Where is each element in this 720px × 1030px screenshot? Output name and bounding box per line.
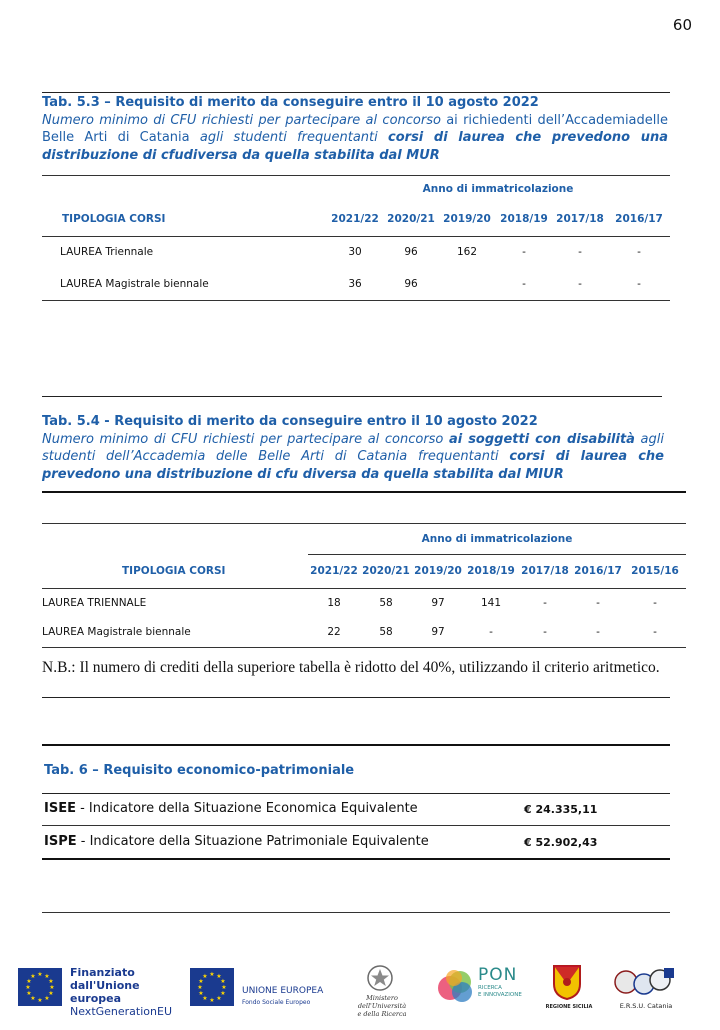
tab53-group-header: Anno di immatricolazione (422, 183, 574, 195)
svg-text:★: ★ (198, 990, 204, 997)
cell-value: 18 (327, 596, 341, 609)
tab6-bottom-rule (42, 858, 670, 860)
ersu-seals-icon (612, 964, 676, 998)
ispe-value: € 52.902,43 (524, 836, 598, 849)
tab54-year-header: 2020/21 (362, 565, 410, 577)
mur-text (344, 994, 420, 1018)
isee-abbr: ISEE (44, 801, 76, 816)
tab53-year-header: 2019/20 (443, 212, 491, 225)
tab53-col-tipologia: TIPOLOGIA CORSI (62, 212, 166, 225)
cell-value: 141 (480, 596, 502, 609)
tab54-desc-part4: corsi di laurea che prevedono una distribuzione di cfu diversa da quella stabilita dal MIUR (42, 449, 664, 482)
pon-circles-icon (436, 966, 476, 1006)
cell-value: 58 (379, 596, 393, 609)
svg-text:★: ★ (221, 984, 227, 991)
cell-value: 97 (431, 625, 445, 638)
mur-line1: Ministero dell'Università (357, 994, 407, 1010)
svg-text:★: ★ (216, 995, 222, 1002)
pon-logo (436, 960, 526, 1016)
tab54-year-header: 2018/19 (467, 565, 515, 577)
cell-value: - (543, 625, 547, 638)
svg-text:★: ★ (37, 971, 43, 978)
tab54-description (42, 431, 664, 484)
pon-sub1: RICERCA (478, 985, 502, 991)
svg-text:★: ★ (44, 995, 50, 1002)
table-row (42, 588, 686, 617)
cell-value: - (578, 277, 582, 290)
svg-text:★: ★ (26, 978, 32, 985)
tab54-top-rule (42, 396, 662, 397)
fse-logo (190, 960, 330, 1016)
svg-text:★: ★ (30, 995, 36, 1002)
svg-text:★: ★ (44, 973, 50, 980)
tab53-year-header: 2017/18 (556, 212, 604, 225)
fse-text (242, 986, 323, 1008)
cell-value: 58 (379, 625, 393, 638)
row-label: LAUREA Triennale (60, 246, 154, 259)
tab54-year-header: 2019/20 (414, 565, 462, 577)
tab6-table-top-rule (42, 793, 670, 794)
nextgeneu-line2: dall'Unione europea (70, 979, 140, 1005)
tab54-year-header: 2017/18 (521, 565, 569, 577)
tab54-col-tipologia: TIPOLOGIA CORSI (122, 564, 226, 577)
footer-logos (0, 960, 720, 1020)
tab54-group-header: Anno di immatricolazione (308, 524, 686, 554)
cell-value: - (637, 246, 641, 259)
eu-stars-icon (18, 968, 62, 1006)
regione-sicilia-text: REGIONE SICILIA (545, 1004, 593, 1010)
isee-value: € 24.335,11 (524, 803, 598, 816)
svg-text:★: ★ (25, 984, 31, 991)
tab54-desc-part3: agli studenti dell’Accademia delle Belle Arti di Catania frequentanti (42, 431, 664, 464)
cell-value (438, 268, 496, 300)
tab53-description (42, 112, 668, 165)
isee-label (44, 801, 418, 816)
row-label: LAUREA Magistrale biennale (60, 277, 209, 290)
ispe-label (44, 834, 429, 849)
ersu-logo (606, 960, 686, 1016)
svg-text:★: ★ (30, 973, 36, 980)
cell-value: - (489, 625, 493, 638)
cell-value: 36 (348, 277, 362, 290)
nextgeneu-line1: Finanziato (70, 966, 135, 979)
row-label: LAUREA TRIENNALE (42, 596, 147, 609)
svg-text:★: ★ (37, 997, 43, 1004)
cell-value: 96 (404, 246, 418, 259)
cell-value: 162 (456, 246, 478, 259)
regione-sicilia-logo (544, 960, 594, 1016)
cell-value: - (596, 625, 600, 638)
svg-text:★: ★ (216, 973, 222, 980)
tab53-desc-part2: ai richiedenti dell’Accademiadelle Belle Arti di Catania (42, 112, 668, 145)
cell-value: - (653, 625, 657, 638)
svg-text:★: ★ (209, 971, 215, 978)
nb-note: N.B.: Il numero di crediti della superiore tabella è ridotto del 40%, utilizzando il criterio aritmetico. (42, 659, 660, 676)
svg-text:★: ★ (197, 984, 203, 991)
cell-value: - (637, 277, 641, 290)
svg-text:★: ★ (48, 990, 54, 997)
tab53-year-header: 2021/22 (331, 212, 379, 225)
cell-value: - (522, 277, 526, 290)
svg-text:★: ★ (202, 973, 208, 980)
cell-value: 96 (404, 277, 418, 290)
tab54-title: Tab. 5.4 - Requisito di merito da conseguire entro il 10 agosto 2022 (42, 414, 538, 429)
tab6-row-divider (42, 825, 670, 826)
tab54-desc-part1: Numero minimo di CFU richiesti per partecipare al concorso (42, 431, 449, 447)
nextgeneu-line3: NextGenerationEU (70, 1005, 172, 1018)
nextgeneu-text (70, 966, 178, 1018)
ispe-abbr: ISPE (44, 834, 77, 849)
page-bottom-rule (42, 912, 670, 913)
pon-sub2: E INNOVAZIONE (478, 992, 522, 998)
cell-value: - (596, 596, 600, 609)
svg-text:★: ★ (26, 990, 32, 997)
cell-value: 30 (348, 246, 362, 259)
svg-text:★: ★ (220, 990, 226, 997)
cell-value: 22 (327, 625, 341, 638)
cell-value: - (578, 246, 582, 259)
svg-text:★: ★ (49, 984, 55, 991)
svg-text:★: ★ (202, 995, 208, 1002)
svg-text:★: ★ (220, 978, 226, 985)
svg-text:★: ★ (48, 978, 54, 985)
tab54-caption (42, 413, 664, 483)
eu-flag-icon (18, 968, 62, 1006)
pon-text (478, 966, 522, 999)
tab53-title: Tab. 5.3 – Requisito di merito da conseguire entro il 10 agosto 2022 (42, 95, 539, 110)
cell-value: - (653, 596, 657, 609)
trinacria-shield-icon (552, 964, 582, 1000)
tab54-caption-bottom-rule (42, 491, 686, 493)
tab54-table (42, 524, 686, 648)
nb-bottom-rule (42, 697, 670, 698)
tab53-table (42, 176, 670, 301)
svg-text:★: ★ (209, 997, 215, 1004)
page-number: 60 (672, 16, 692, 34)
eu-flag-icon (190, 968, 234, 1006)
mur-logo (340, 960, 420, 1016)
tab53-year-header: 2020/21 (387, 212, 435, 225)
tab6-title: Tab. 6 – Requisito economico-patrimoniale (44, 763, 355, 778)
nextgeneu-logo (18, 960, 178, 1016)
tab53-year-header: 2016/17 (615, 212, 663, 225)
tab53-caption (42, 94, 668, 164)
tab53-desc-part4: corsi di laurea che prevedono una distribuzione di cfudiversa da quella stabilita dal MUR (42, 130, 669, 163)
table-row (42, 268, 670, 300)
tab53-desc-part3: agli studenti frequentanti (199, 130, 389, 145)
eu-stars-icon (190, 968, 234, 1006)
ersu-text: E.R.S.U. Catania (619, 1002, 673, 1010)
mur-line2: e della Ricerca (357, 1010, 407, 1018)
cell-value: - (522, 246, 526, 259)
table-row (42, 236, 670, 268)
tab53-year-header: 2018/19 (500, 212, 548, 225)
tab53-desc-part1: Numero minimo di CFU richiesti per partecipare al concorso (42, 112, 441, 128)
tab54-desc-part2: ai soggetti con disabilità (448, 431, 635, 447)
tab54-year-header: 2015/16 (631, 565, 679, 577)
cell-value: - (543, 596, 547, 609)
ispe-text: - Indicatore della Situazione Patrimoniale Equivalente (76, 834, 429, 849)
italian-emblem-icon (366, 964, 394, 992)
tab53-top-rule (42, 92, 670, 93)
cell-value: 97 (431, 596, 445, 609)
svg-text:★: ★ (198, 978, 204, 985)
fse-line1: UNIONE EUROPEA (242, 986, 324, 996)
row-label: LAUREA Magistrale biennale (42, 625, 191, 638)
pon-main: PON (478, 965, 518, 985)
fse-line2: Fondo Sociale Europeo (242, 999, 311, 1006)
tab54-year-header: 2021/22 (310, 565, 358, 577)
tab54-year-header: 2016/17 (574, 565, 622, 577)
table-row (42, 617, 686, 647)
tab6-top-rule (42, 744, 670, 746)
isee-text: - Indicatore della Situazione Economica Equivalente (75, 801, 418, 816)
